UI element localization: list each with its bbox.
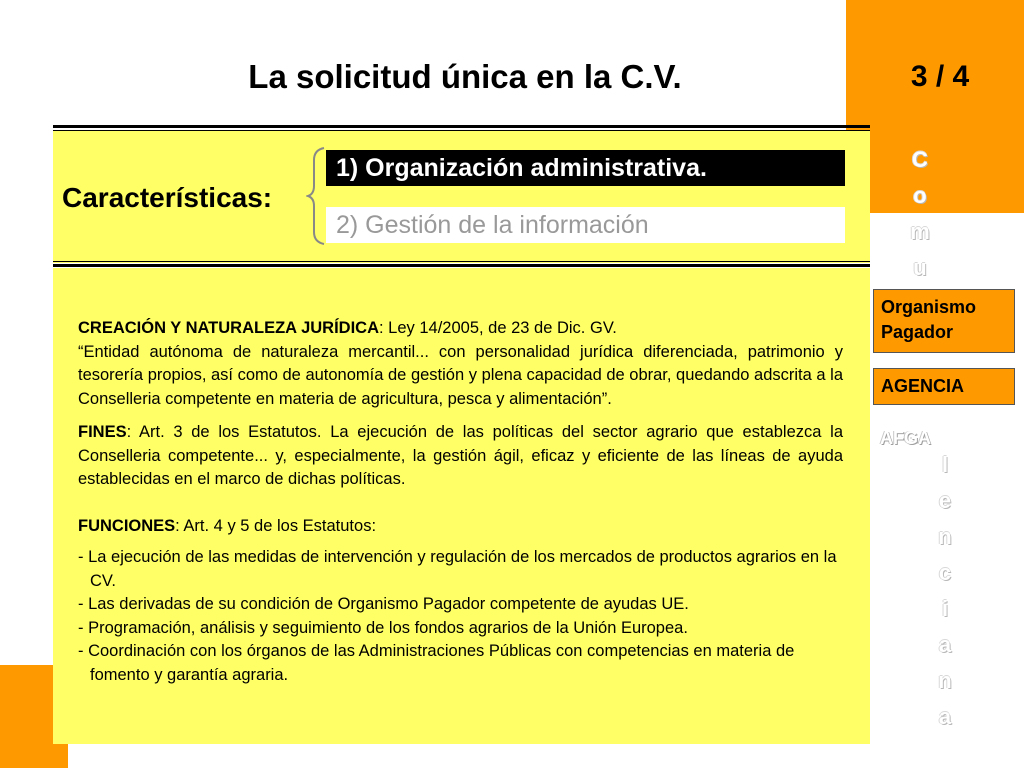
funciones-line <box>78 515 843 539</box>
side-letter: n <box>938 668 952 693</box>
list-item: - Coordinación con los órganos de las Administraciones Públicas con competencias en materia de fomento y garantía agraria. <box>78 642 795 684</box>
side-letter: a <box>938 704 952 729</box>
content-body <box>78 317 843 687</box>
side-letter: o <box>913 183 927 208</box>
side-letter: m <box>910 219 930 244</box>
fines-paragraph <box>78 421 843 492</box>
organismo-pagador-box <box>873 289 1015 353</box>
side-letter: u <box>913 255 927 280</box>
brace-icon <box>306 146 326 246</box>
middle-rule <box>53 264 870 267</box>
creation-heading: CREACIÓN Y NATURALEZA JURÍDICA <box>78 319 379 337</box>
afga-label: AFGA <box>880 428 931 448</box>
side-letter: c <box>938 560 952 585</box>
slide-title: La solicitud única en la C.V. <box>248 58 682 95</box>
side-letter: a <box>938 632 952 657</box>
agencia-box: AGENCIA <box>873 368 1015 405</box>
creation-line <box>78 317 843 341</box>
funciones-heading: FUNCIONES <box>78 516 176 535</box>
option-gestion-informacion: 2) Gestión de la información <box>326 207 845 243</box>
side-letter: e <box>938 488 952 513</box>
pagador-line: Pagador <box>881 322 954 342</box>
list-item: - Las derivadas de su condición de Organismo Pagador competente de ayudas UE. <box>78 595 689 613</box>
vertical-word-top <box>900 142 940 286</box>
list-item: - Programación, análisis y seguimiento de los fondos agrarios de la Unión Europea. <box>78 618 688 637</box>
characteristics-label: Características: <box>62 182 273 213</box>
side-letter: i <box>941 596 949 621</box>
creation-quote: “Entidad autónoma de naturaleza mercantil... con personalidad jurídica diferenciada, patrimonio y tesorería propios, así como de autonomía de gestión y plena capacidad de obrar, quedando adscrita a la Conselleria competente en materia de agricultura, pesca y alimentación”. <box>78 342 844 408</box>
side-letter: n <box>938 524 952 549</box>
top-rule <box>53 125 870 128</box>
top-rule-thin <box>53 130 870 131</box>
list-item: - La ejecución de las medidas de intervención y regulación de los mercados de productos agrarios en la CV. <box>78 548 837 590</box>
middle-rule-thin <box>53 261 870 262</box>
option-organizacion-administrativa: 1) Organización administrativa. <box>326 150 845 186</box>
side-letter: C <box>912 147 928 172</box>
fines-text: : Art. 3 de los Estatutos. La ejecución de las políticas del sector agrario que establezca la Conselleria competente... y, especialmente, la gestión ágil, eficaz y eficiente de las líneas de ayuda establecidas en el marco de dichas políticas. <box>78 423 843 488</box>
creation-ref: : Ley 14/2005, de 23 de Dic. GV. <box>379 319 617 337</box>
funciones-ref: : Art. 4 y 5 de los Estatutos: <box>175 516 377 535</box>
page-number: 3 / 4 <box>910 60 970 93</box>
vertical-word-bottom <box>925 447 965 735</box>
fines-heading: FINES <box>78 423 127 441</box>
side-letter: l <box>941 452 949 477</box>
organismo-line: Organismo <box>881 297 977 317</box>
